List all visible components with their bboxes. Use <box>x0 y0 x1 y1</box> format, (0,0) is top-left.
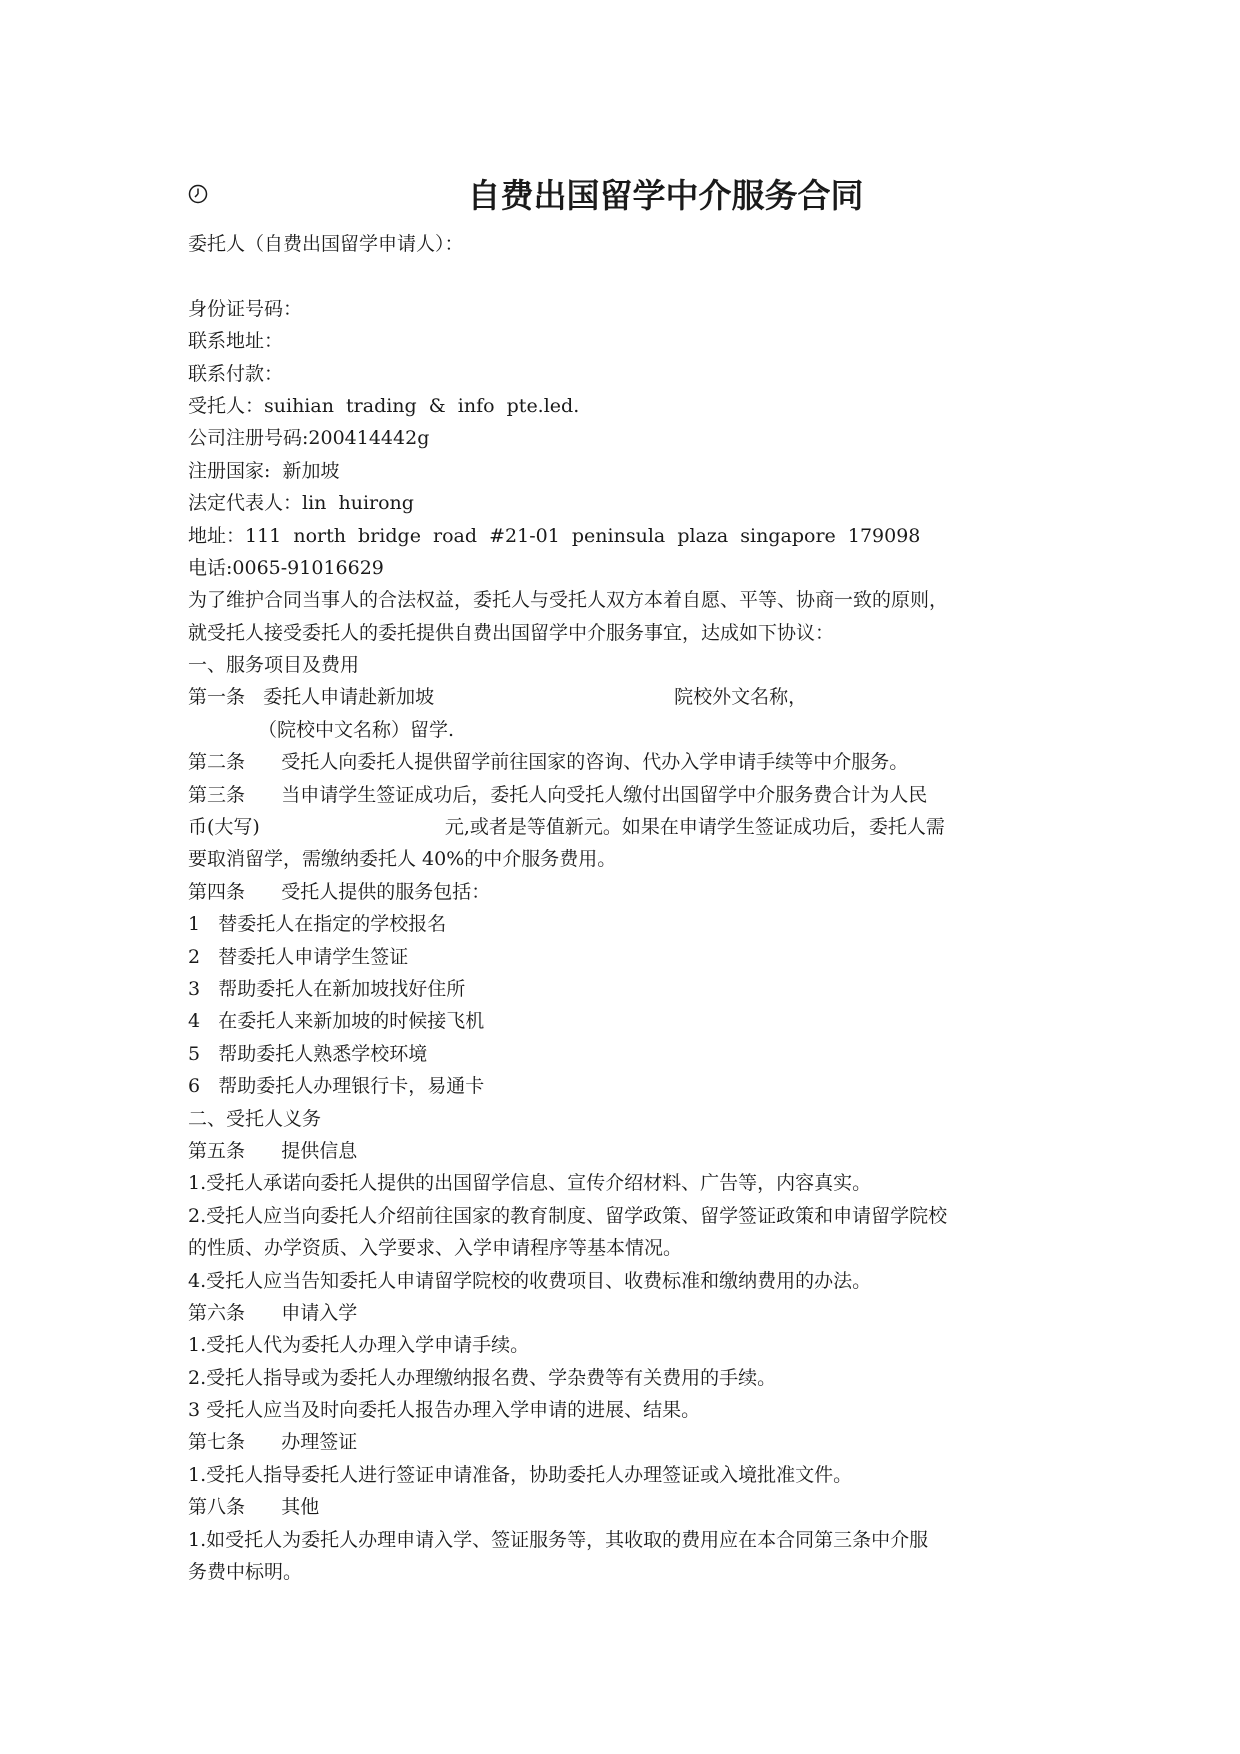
article-3-line-2 <box>188 811 1068 843</box>
phone-line: 电话:0065-91016629 <box>188 556 384 579</box>
article-3-part-b: 元,或者是等值新元。如果在申请学生签证成功后，委托人需 <box>444 816 945 839</box>
article-5-clause-2-line-2: 的性质、办学资质、入学要求、入学申请程序等基本情况。 <box>188 1237 683 1260</box>
article-6-clause-2: 2.受托人指导或为委托人办理缴纳报名费、学杂费等有关费用的手续。 <box>188 1366 777 1389</box>
article-6: 第六条 申请入学 <box>188 1301 358 1324</box>
article-4: 第四条 受托人提供的服务包括： <box>188 880 491 903</box>
trustee-line: 受托人：suihian trading & info pte.led. <box>188 394 580 417</box>
preamble-line-1: 为了维护合同当事人的合法权益，委托人与受托人双方本着自愿、平等、协商一致的原则， <box>188 589 949 612</box>
id-number-line: 身份证号码： <box>188 297 303 320</box>
article-5-clause-1: 1.受托人承诺向委托人提供的出国留学信息、宣传介绍材料、广告等，内容真实。 <box>188 1172 872 1195</box>
service-item-5: 5 帮助委托人熟悉学校环境 <box>188 1042 428 1065</box>
article-3-part-a: 币(大写) <box>188 816 260 839</box>
article-3-line-3: 要取消留学，需缴纳委托人 40%的中介服务费用。 <box>188 848 617 871</box>
article-5: 第五条 提供信息 <box>188 1139 358 1162</box>
article-6-clause-1: 1.受托人代为委托人办理入学申请手续。 <box>188 1334 530 1357</box>
article-1-part-b: 院校外文名称， <box>674 686 808 709</box>
section-2-heading: 二、受托人义务 <box>188 1107 322 1130</box>
service-item-3: 3 帮助委托人在新加坡找好住所 <box>188 977 466 1000</box>
service-item-4: 4 在委托人来新加坡的时候接飞机 <box>188 1010 485 1033</box>
article-1-line-2: （院校中文名称）留学. <box>258 718 455 741</box>
address-line: 地址：111 north bridge road #21-01 peninsula plaza singapore 179098 <box>188 524 921 547</box>
article-8-clause-1-line-1: 1.如受托人为委托人办理申请入学、签证服务等，其收取的费用应在本合同第三条中介服 <box>188 1528 929 1551</box>
article-5-clause-2-line-1: 2.受托人应当向委托人介绍前往国家的教育制度、留学政策、留学签证政策和申请留学院校 <box>188 1204 948 1227</box>
section-1-heading: 一、服务项目及费用 <box>188 654 360 677</box>
service-item-2: 2 替委托人申请学生签证 <box>188 945 409 968</box>
document-title: 自费出国留学中介服务合同 <box>467 176 864 215</box>
article-8-clause-1-line-2: 务费中标明。 <box>188 1561 303 1584</box>
article-1-part-a: 第一条 委托人申请赴新加坡 <box>188 686 435 709</box>
contact-payment-line: 联系付款： <box>188 362 284 385</box>
article-3-line-1: 第三条 当申请学生签证成功后，委托人向受托人缴付出国留学中介服务费合计为人民 <box>188 783 928 806</box>
legal-rep-line: 法定代表人：lin huirong <box>188 492 414 515</box>
article-5-clause-4: 4.受托人应当告知委托人申请留学院校的收费项目、收费标准和缴纳费用的办法。 <box>188 1269 872 1292</box>
article-6-clause-3: 3 受托人应当及时向委托人报告办理入学申请的进展、结果。 <box>188 1399 701 1422</box>
article-7-clause-1: 1.受托人指导委托人进行签证申请准备，协助委托人办理签证或入境批准文件。 <box>188 1463 853 1486</box>
reg-country-line: 注册国家: 新加坡 <box>188 459 340 482</box>
article-2: 第二条 受托人向委托人提供留学前往国家的咨询、代办入学申请手续等中介服务。 <box>188 751 909 774</box>
service-item-1: 1 替委托人在指定的学校报名 <box>188 913 447 936</box>
client-line: 委托人（自费出国留学申请人）： <box>188 233 464 255</box>
blank-line <box>188 260 1068 292</box>
article-8: 第八条 其他 <box>188 1496 320 1519</box>
title-row <box>188 170 1058 222</box>
service-item-6: 6 帮助委托人办理银行卡，易通卡 <box>188 1075 485 1098</box>
article-7: 第七条 办理签证 <box>188 1431 358 1454</box>
contract-body <box>188 228 1068 1588</box>
company-reg-line: 公司注册号码:200414442g <box>188 427 430 450</box>
article-1-line-1 <box>188 681 1068 713</box>
preamble-line-2: 就受托人接受委托人的委托提供自费出国留学中介服务事宜，达成如下协议： <box>188 621 835 644</box>
contact-address-line: 联系地址： <box>188 330 284 353</box>
